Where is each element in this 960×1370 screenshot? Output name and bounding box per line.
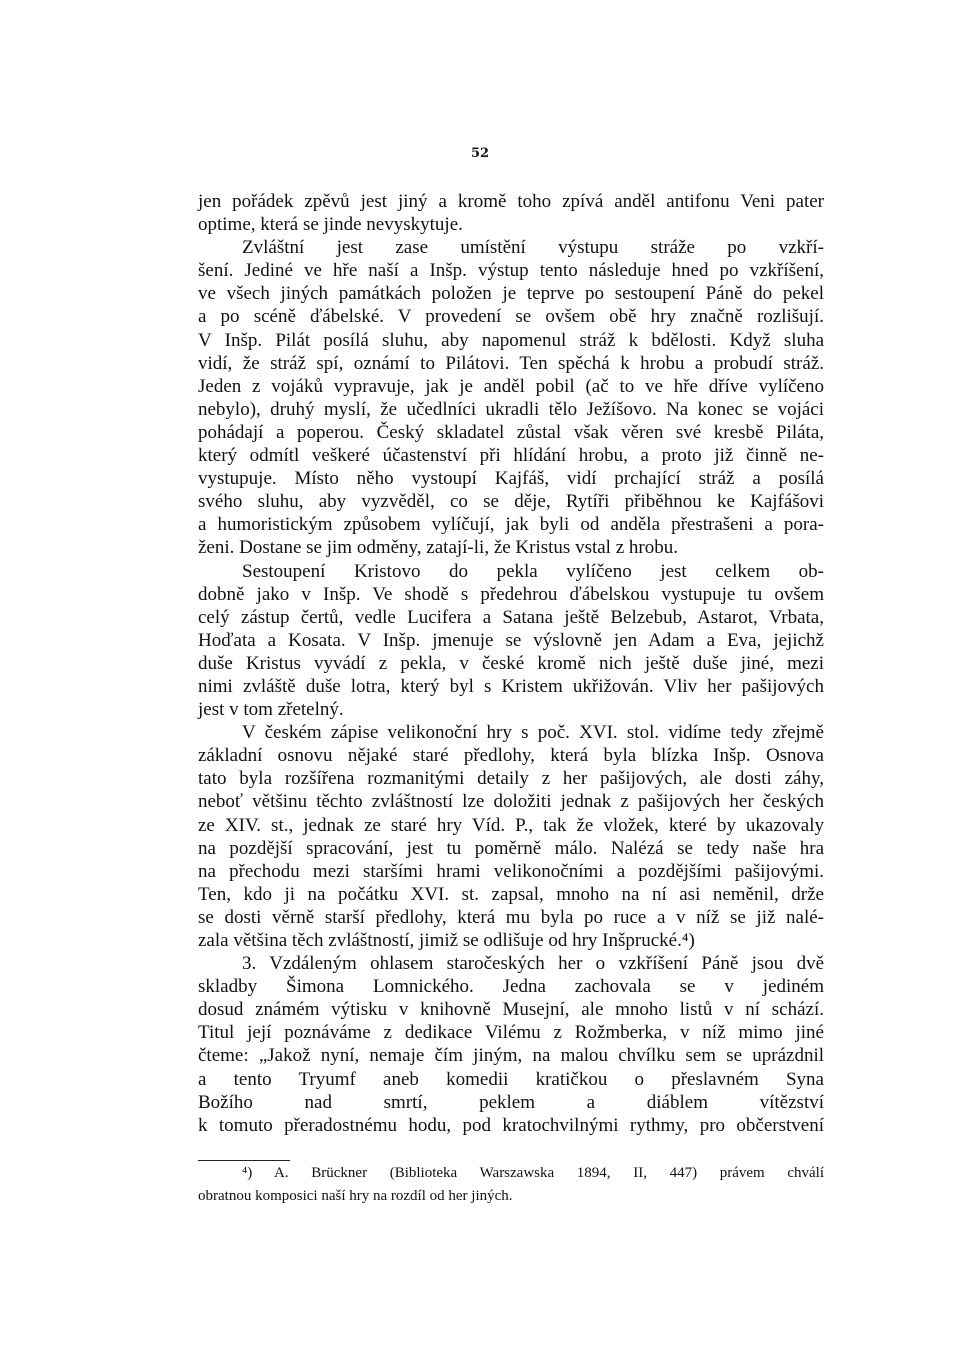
text-line: skladby Šimona Lomnického. Jedna zachovala se v jediném <box>198 976 824 998</box>
text-line: zala většina těch zvláštností, jimiž se odlišuje od hry Inšprucké.⁴) <box>198 930 695 951</box>
footnote-line: ⁴) A. Brückner (Biblioteka Warszawska 1894, II, 447) právem chválí <box>242 1165 824 1181</box>
text-line: na pozdější spracování, jest tu poměrně málo. Nalézá se tedy naše hra <box>198 837 824 859</box>
text-line: dobně jako v Inšp. Ve shodě s předehrou ďábelskou vystupuje tu ovšem <box>198 583 824 605</box>
text-line: šení. Jediné ve hře naší a Inšp. výstup tento následuje hned po vzkříšení, <box>198 260 824 282</box>
body-text <box>198 190 824 1137</box>
text-line: Zvláštní jest zase umístění výstupu stráže po vzkří- <box>242 237 824 259</box>
text-line: vidí, že stráž spí, oznámí to Pilátovi. Ten spěchá k hrobu a probudí stráž. <box>198 352 824 374</box>
text-line: Ten, kdo ji na počátku XVI. st. zapsal, mnoho na ní asi neměnil, drže <box>198 883 824 905</box>
page-number: 52 <box>470 146 490 161</box>
text-line: pohádají a poperou. Český skladatel zůstal však věren své kresbě Piláta, <box>198 421 824 443</box>
text-line: základní osnovu nějaké staré předlohy, která byla blízka Inšp. Osnova <box>198 745 824 767</box>
text-line: neboť většinu těchto zvláštností lze doložiti jednak z pašijových her českých <box>198 791 824 813</box>
text-line: čteme: „Jakož nyní, nemaje čím jiným, na malou chvílku sem se uprázdnil <box>198 1045 824 1067</box>
text-line: k tomuto přeradostnému hodu, pod kratochvilnými rythmy, pro občerstvení <box>198 1114 824 1136</box>
text-line: optime, která se jinde nevyskytuje. <box>198 214 463 236</box>
text-line: nebylo), druhý myslí, že učedlníci ukradli tělo Ježíšovo. Na konec se vojáci <box>198 398 824 420</box>
text-line: který odmítl veškeré účastenství při hlídání hrobu, a proto již činně ne- <box>198 445 824 467</box>
text-line: V českém zápise velikonoční hry s poč. XVI. stol. vidíme tedy zřejmě <box>242 722 824 744</box>
text-line: a po scéně ďábelské. V provedení se ovšem obě hry značně rozlišují. <box>198 306 824 328</box>
text-line: jen pořádek zpěvů jest jiný a kromě toho zpívá anděl antifonu Veni pater <box>198 191 824 212</box>
text-line: Božího nad smrtí, peklem a diáblem vítězství <box>198 1091 824 1113</box>
text-line: ženi. Dostane se jim odměny, zatají-li, že Kristus vstal z hrobu. <box>198 537 678 559</box>
text-line: svého sluhu, aby vyzvěděl, co se děje, Rytíři přiběhnou ke Kajfášovi <box>198 491 824 513</box>
text-line: se dosti věrně starší předlohy, která mu byla po ruce a v níž se již nalé- <box>198 906 824 928</box>
footnote-line: obratnou komposici naší hry na rozdíl od her jiných. <box>198 1188 513 1205</box>
text-line: duše Kristus vyvádí z pekla, v české kromě nich ještě duše jiné, mezi <box>198 652 824 674</box>
text-line: jest v tom zřetelný. <box>198 699 344 721</box>
text-line: ze XIV. st., jednak ze staré hry Víd. P., tak že vložek, které by ukazovaly <box>198 814 824 836</box>
text-line: a humoristickým způsobem vylíčují, jak byli od anděla přestrašeni a pora- <box>198 514 824 536</box>
text-line: Hoďata a Kosata. V Inšp. jmenuje se výslovně jen Adam a Eva, jejichž <box>198 629 824 651</box>
text-line: vystupuje. Místo něho vystoupí Kajfáš, vidí prchající stráž a posílá <box>198 468 824 490</box>
text-line: dosud známém výtisku v knihovně Musejní, ale mnoho listů v ní schází. <box>198 999 824 1021</box>
text-line: V Inšp. Pilát posílá sluhu, aby napomenul stráž k bdělosti. Když sluha <box>198 329 824 351</box>
text-line: na přechodu mezi staršími hrami velikonočními a pozdějšími pašijovými. <box>198 860 824 882</box>
text-line: celý zástup čertů, vedle Lucifera a Satana ještě Belzebub, Astarot, Vrbata, <box>198 606 824 628</box>
text-line: Jeden z vojáků vypravuje, jak je anděl pobil (ač to ve hře dříve vylíčeno <box>198 375 824 397</box>
text-line: nimi zvláště duše lotra, který byl s Kristem ukřižován. Vliv her pašijových <box>198 675 824 697</box>
text-line: Titul její poznáváme z dedikace Vilému z Rožmberka, v níž mimo jiné <box>198 1022 824 1044</box>
text-line: Sestoupení Kristovo do pekla vylíčeno jest celkem ob- <box>242 560 824 582</box>
text-line: a tento Tryumf aneb komedii kratičkou o přeslavném Syna <box>198 1068 824 1090</box>
text-line: 3. Vzdáleným ohlasem staročeských her o vzkříšení Páně jsou dvě <box>242 953 824 975</box>
footnote <box>198 1162 824 1208</box>
footnote-divider <box>198 1160 290 1161</box>
text-line: ve všech jiných památkách položen je teprve po sestoupení Páně do pekel <box>198 283 824 305</box>
text-line: tato byla rozšířena rozmanitými detaily z her pašijových, ale dosti záhy, <box>198 768 824 790</box>
